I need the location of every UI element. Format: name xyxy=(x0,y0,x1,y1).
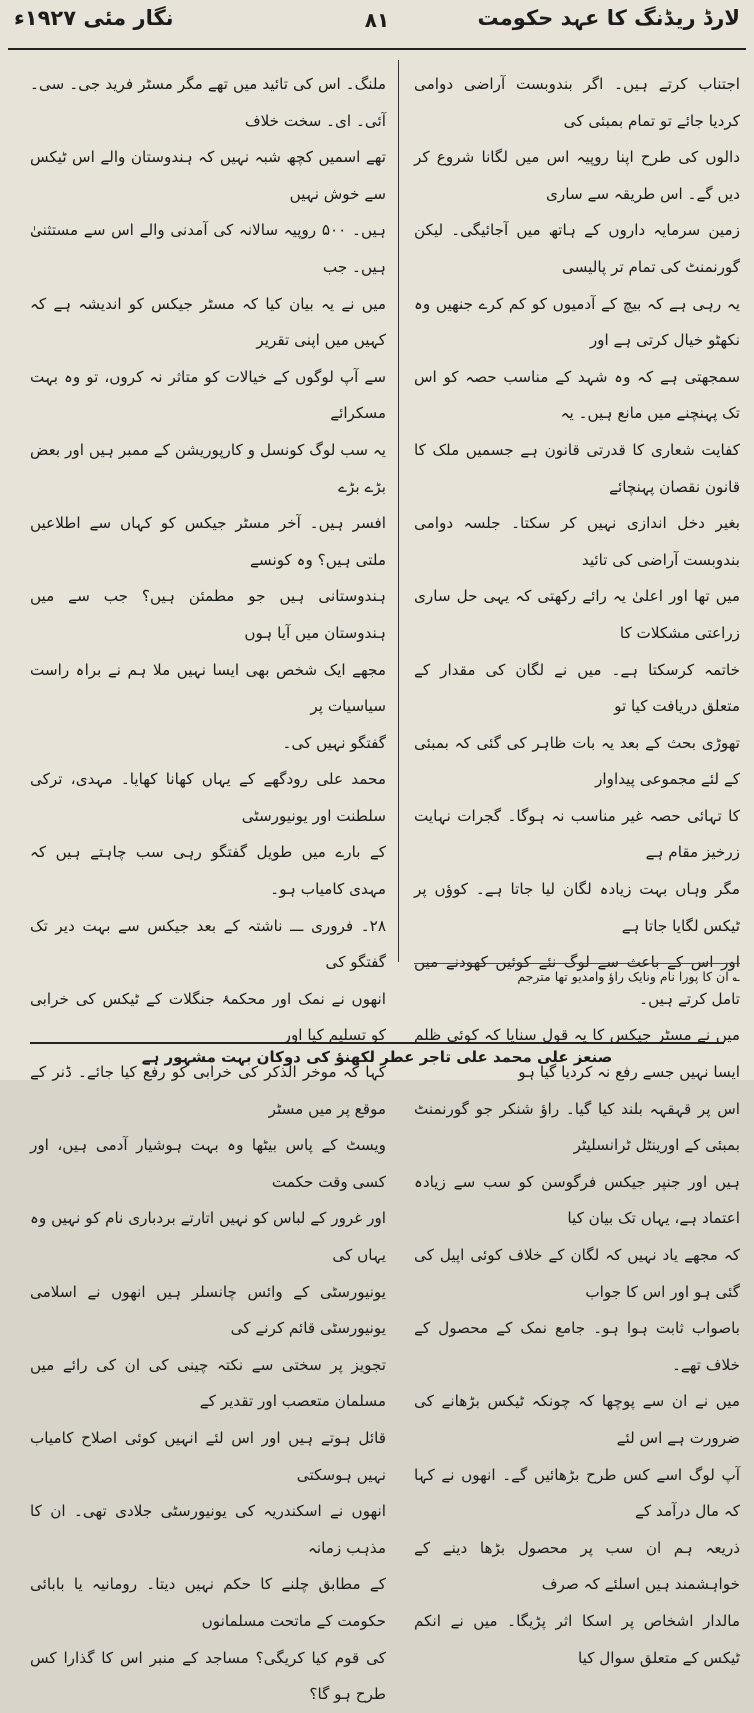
text-line: تھوڑی بحث کے بعد یہ بات ظاہر کی گئی کہ بمبئی کے لئے مجموعی پیداوار xyxy=(414,733,740,789)
text-line: ہیں۔ ۵۰۰ روپیہ سالانہ کی آمدنی والے اس سے مستثنیٰ ہیں۔ جب xyxy=(30,221,386,276)
text-line: دالوں کی طرح اپنا روپیہ اس میں لگانا شروع کر دیں گے۔ اس طریقہ سے ساری xyxy=(414,148,740,203)
text-line: گفتگو نہیں کی۔ xyxy=(282,733,386,752)
text-line: کے مطابق چلنے کا حکم نہیں دیتا۔ رومانیہ یا بابائی حکومت کے ماتحت مسلمانوں xyxy=(30,1575,386,1630)
text-line: انھوں نے اسکندریہ کی یونیورسٹی جلادی تھی۔ ان کا مذہب زمانہ xyxy=(30,1502,386,1557)
text-line: تجویز پر سختی سے نکتہ چینی کی ان کی رائے میں مسلمان متعصب اور تقدیر کے xyxy=(30,1355,386,1411)
text-line: انھوں نے نمک اور محکمۂ جنگلات کے ٹیکس کی خرابی کو تسلیم کیا اور xyxy=(30,989,386,1045)
text-line: ۲۸۔ فروری ـــ ناشتہ کے بعد جیکس سے بہت دیر تک گفتگو کی xyxy=(30,916,386,972)
text-line: زمین سرمایہ داروں کے ہاتھ میں آجائیگی۔ لیکن گورنمنٹ کی تمام تر پالیسی xyxy=(414,221,740,276)
text-line: اور اس کے باعث سے لوگ نئے کوئیں کھودنے میں تامل کرتے ہیں۔ xyxy=(414,953,740,1008)
text-line: کا تہائی حصہ غیر مناسب نہ ہوگا۔ گجرات نہایت زرخیز مقام ہے xyxy=(414,806,740,862)
text-line: بغیر دخل اندازی نہیں کر سکتا۔ جلسہ دوامی بندوبست آراضی کی تائید xyxy=(414,514,740,569)
text-line: تھے اسمیں کچھ شبہ نہیں کہ ہندوستان والے اس ٹیکس سے خوش نہیں xyxy=(30,148,386,203)
text-line: کفایت شعاری کا قدرتی قانون ہے جسمیں ملک کا قانون نقصان پہنچائے xyxy=(414,440,740,496)
text-line: خاتمہ کرسکتا ہے۔ میں نے لگان کی مقدار کے متعلق دریافت کیا تو xyxy=(414,660,740,716)
chapter-title: لارڈ ریڈنگ کا عہد حکومت xyxy=(477,6,740,30)
text-line: سے آپ لوگوں کے خیالات کو متاثر نہ کروں، تو وہ بہت مسکرائے xyxy=(30,367,386,423)
header-rule xyxy=(8,48,746,50)
text-line: کہا کہ موخر الذکر کی خرابی کو رفع کیا جائے۔ ڈنر کے موقع پر میں مسٹر xyxy=(30,1063,386,1118)
text-line: قائل ہوتے ہیں اور اس لئے انہیں کوئی اصلاح کامیاب نہیں ہوسکتی xyxy=(30,1428,386,1484)
text-line: کی قوم کیا کریگی؟ مساجد کے منبر اس کا گذارا کس طرح ہو گا؟ xyxy=(30,1648,386,1704)
text-line: افسر ہیں۔ آخر مسٹر جیکس کو کہاں سے اطلاعیں ملتی ہیں؟ وہ کونسے xyxy=(30,514,386,569)
text-line: کے بارے میں طویل گفتگو رہی سب چاہتے ہیں کہ مہدی کامیاب ہو۔ xyxy=(30,843,386,899)
text-line: مالدار اشخاص پر اسکا اثر پڑیگا۔ میں نے انکم ٹیکس کے متعلق سوال کیا xyxy=(414,1611,740,1667)
column-divider xyxy=(398,60,399,962)
text-line: ملنگ۔ اس کی تائید میں تھے مگر مسٹر فرید جی۔ سی۔ آئی۔ ای۔ سخت خلاف xyxy=(30,75,386,130)
text-line: مگر وہاں بہت زیادہ لگان لیا جاتا ہے۔ کوؤں پر ٹیکس لگایا جاتا ہے xyxy=(414,880,740,935)
text-line: ویسٹ کے پاس بیٹھا وہ بہت ہوشیار آدمی ہیں، اور کسی وقت حکمت xyxy=(30,1136,386,1191)
text-line: میں نے یہ بیان کیا کہ مسٹر جیکس کو اندیشہ ہے کہ کہیں میں اپنی تقریر xyxy=(30,294,386,350)
footer-rule xyxy=(30,1042,724,1044)
text-line: میں تھا اور اعلیٰ یہ رائے رکھتی کہ یہی حل ساری زراعتی مشکلات کا xyxy=(414,587,740,642)
text-line: مجھے ایک شخص بھی ایسا نہیں ملا ہم نے براہ راست سیاسیات پر xyxy=(30,660,386,716)
text-line: آپ لوگ اسے کس طرح بڑھائیں گے۔ انھوں نے کہا کہ مال درآمد کے xyxy=(414,1465,740,1521)
footnote: ؎ ان کا پورا نام ونایک راؤ وامدیو تھا مترجم xyxy=(517,969,740,984)
text-line: محمد علی رودگھے کے یہاں کھانا کھایا۔ مہدی، ترکی سلطنت اور یونیورسٹی xyxy=(30,770,386,825)
footer-advertisement: صنعز علی محمد علی تاجر عطر لکھنؤ کی دوکان بہت مشہور ہے xyxy=(141,1048,613,1066)
text-line: اور غرور کے لباس کو نہیں اتارتے بردباری نام کو نہیں وہ یہاں کی xyxy=(30,1209,386,1264)
text-line: ہندوستانی ہیں جو مطمئن ہیں؟ جب سے میں ہندوستان میں آیا ہوں xyxy=(30,587,386,642)
text-line: ہیں اور جنپر جیکس فرگوسن کو سب سے زیادہ اعتماد ہے، یہاں تک بیان کیا xyxy=(414,1172,740,1228)
page-number: ۸۱ xyxy=(364,8,390,32)
text-line: یہ رہی ہے کہ بیچ کے آدمیوں کو کم کرے جنھیں وہ نکھٹو خیال کرتی ہے اور xyxy=(414,294,740,350)
text-line: سمجھتی ہے کہ وہ شہد کے مناسب حصہ کو اس تک پہنچنے میں مانع ہیں۔ یہ xyxy=(414,367,740,423)
text-line: کہ مجھے یاد نہیں کہ لگان کے خلاف کوئی اپیل کی گئی ہو اور اس کا جواب xyxy=(414,1246,740,1301)
text-line: یونیورسٹی کے وائس چانسلر ہیں انھوں نے اسلامی یونیورسٹی قائم کرنے کی xyxy=(30,1282,386,1338)
text-line: ذریعہ ہم ان سب پر محصول بڑھا دینے کے خواہشمند ہیں اسلئے کہ صرف xyxy=(414,1538,740,1594)
text-line: اس پر قہقہہ بلند کیا گیا۔ راؤ شنکر جو گورنمنٹ بمبئی کے اورینٹل ٹرانسلیٹر xyxy=(414,1099,740,1155)
text-line: باصواب ثابت ہوا ہو۔ جامع نمک کے محصول کے خلاف تھے۔ xyxy=(414,1319,740,1374)
footnote-rule xyxy=(414,963,740,964)
text-line: میں نے ان سے پوچھا کہ چونکہ ٹیکس بڑھانے کی ضرورت ہے اس لئے xyxy=(414,1392,740,1447)
text-line: اجتناب کرتے ہیں۔ اگر بندوبست آراضی دوامی کردیا جائے تو تمام بمبئی کی xyxy=(414,75,740,130)
magazine-issue: نگار مئی ۱۹۲۷ء xyxy=(14,6,174,30)
text-line: میں نے مسٹر جیکس کا یہ قول سنایا کہ کوئی ظلم ایسا نہیں جسے رفع نہ کردیا گیا ہو xyxy=(414,1026,740,1082)
text-line: یہ سب لوگ کونسل و کارپوریشن کے ممبر ہیں اور بعض بڑے بڑے xyxy=(30,440,386,496)
